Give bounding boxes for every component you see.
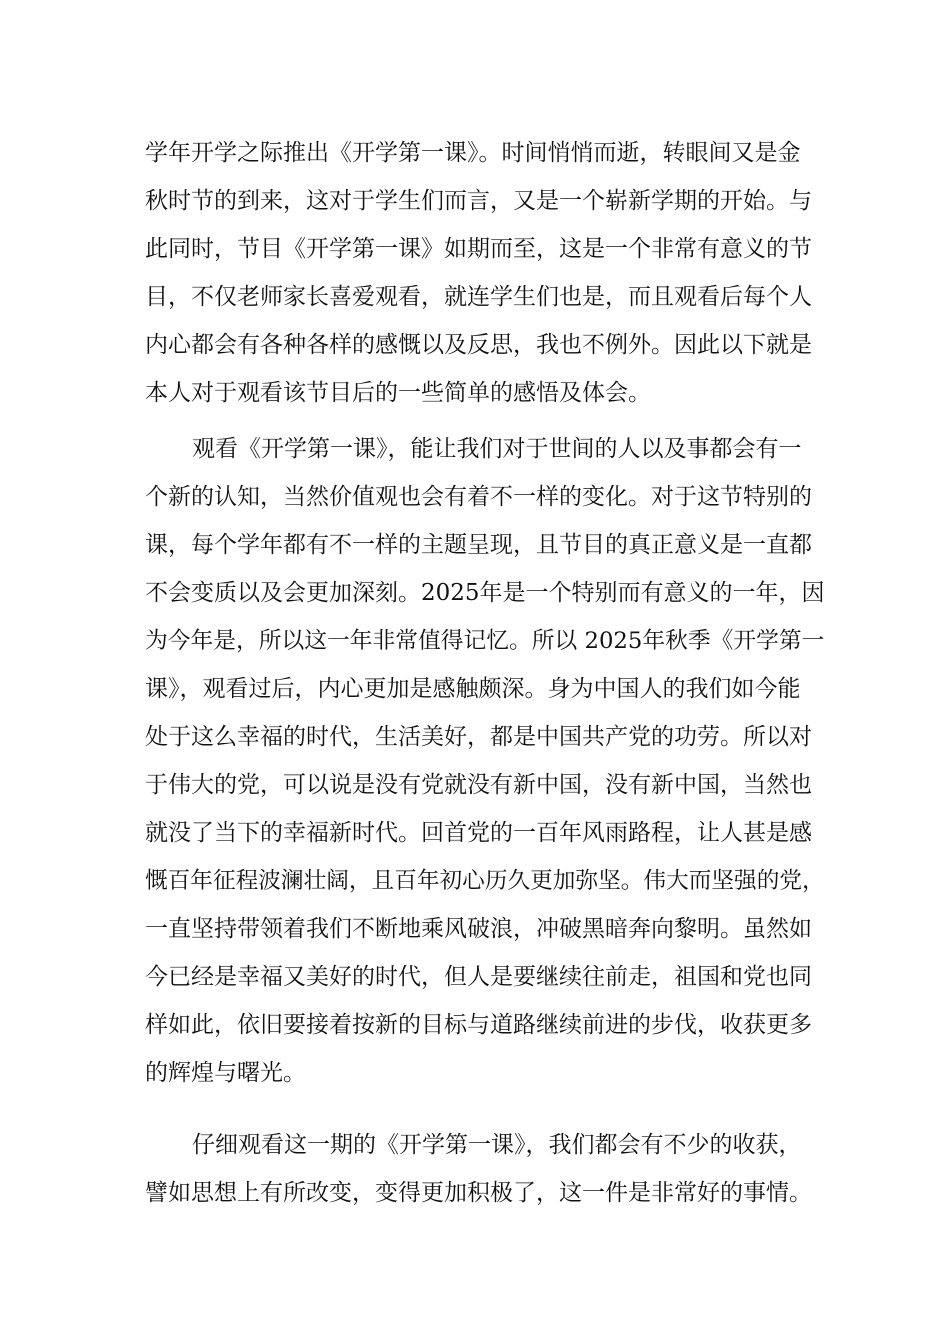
text-line: 就没了当下的幸福新时代。回首党的一百年风雨路程，让人甚是感 [145,820,812,846]
text-line: 于伟大的党，可以说是没有党就没有新中国，没有新中国，当然也 [145,772,812,798]
text-line: 仔细观看这一期的《开学第一课》，我们都会有不少的收获， [192,1132,802,1158]
text-line: 一直坚持带领着我们不断地乘风破浪，冲破黑暗奔向黎明。虽然如 [145,916,812,942]
text-line: 此同时，节目《开学第一课》如期而至，这是一个非常有意义的节 [145,236,812,262]
text-line: 的辉煌与曙光。 [145,1060,306,1086]
text-line: 目，不仅老师家长喜爱观看，就连学生们也是，而且观看后每个人 [145,284,812,310]
text-line: 譬如思想上有所改变，变得更加积极了，这一件是非常好的事情。 [145,1180,812,1206]
text-line: 内心都会有各种各样的感慨以及反思，我也不例外。因此以下就是 [145,332,812,358]
text-line: 今已经是幸福又美好的时代，但人是要继续往前走，祖国和党也同 [145,964,812,990]
text-line: 慨百年征程波澜壮阔，且百年初心历久更加弥坚。伟大而坚强的党， [145,868,825,894]
text-line: 样如此，依旧要接着按新的目标与道路继续前进的步伐，收获更多 [145,1012,812,1038]
text-line: 本人对于观看该节目后的一些简单的感悟及体会。 [145,380,651,406]
text-line: 课》，观看过后，内心更加是感触颇深。身为中国人的我们如今能 [145,676,801,702]
text-line: 观看《开学第一课》，能让我们对于世间的人以及事都会有一 [192,436,802,462]
text-line: 个新的认知，当然价值观也会有着不一样的变化。对于这节特别的 [145,484,812,510]
text-line: 为今年是，所以这一年非常值得记忆。所以 2025年秋季《开学第一 [145,628,825,654]
text-line: 学年开学之际推出《开学第一课》。时间悄悄而逝，转眼间又是金 [145,140,801,166]
text-line: 课，每个学年都有不一样的主题呈现，且节目的真正意义是一直都 [145,532,812,558]
text-line: 秋时节的到来，这对于学生们而言，又是一个崭新学期的开始。与 [145,188,812,214]
text-line: 处于这么幸福的时代，生活美好，都是中国共产党的功劳。所以对 [145,724,812,750]
text-line: 不会变质以及会更加深刻。2025年是一个特别而有意义的一年，因 [145,580,825,606]
